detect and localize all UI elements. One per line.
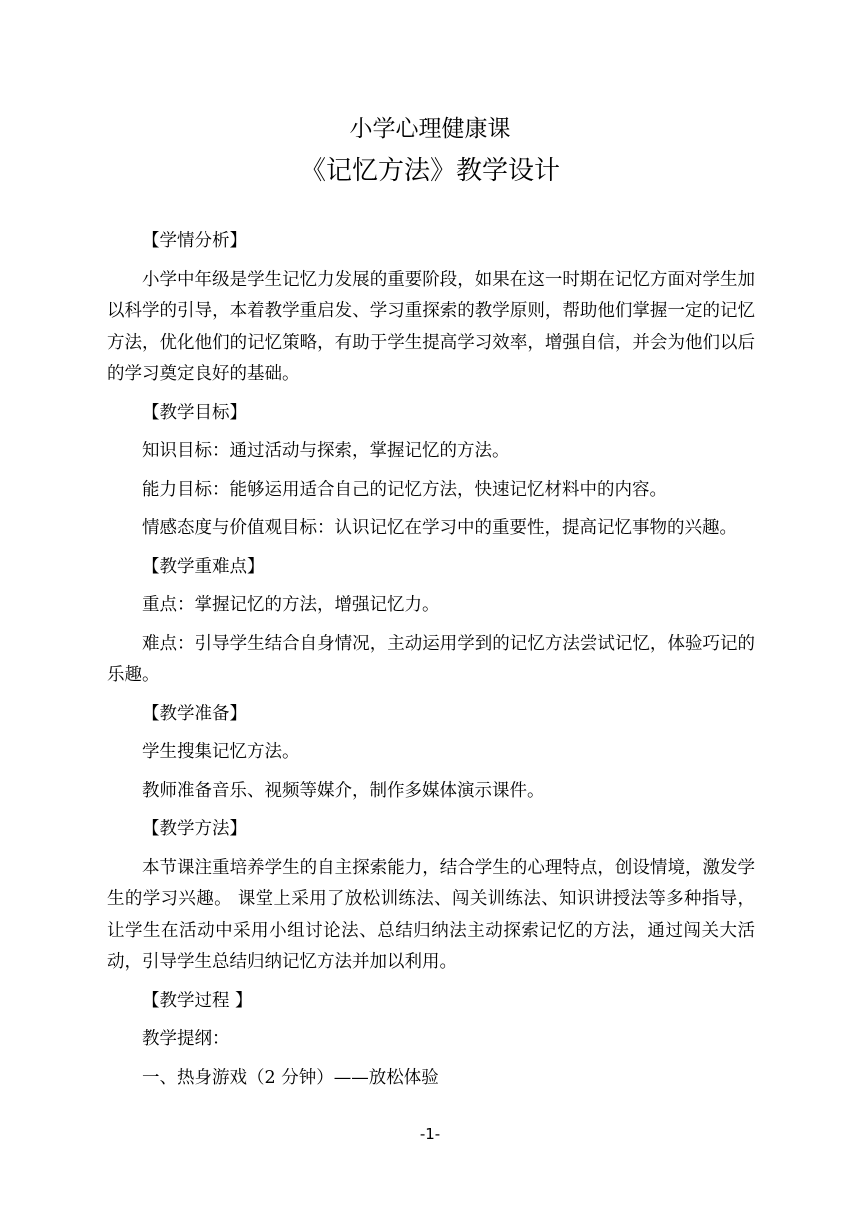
paragraph-knowledge-goal: 知识目标：通过活动与探索，掌握记忆的方法。 — [142, 441, 510, 461]
document-body — [107, 226, 755, 1101]
section-heading-student-analysis: 【学情分析】 — [142, 231, 247, 251]
document-title-line2: 《记忆方法》教学设计 — [299, 156, 560, 186]
section-heading-preparation: 【教学准备】 — [142, 703, 247, 724]
paragraph-attitude-goal: 情感态度与价值观目标：认识记忆在学习中的重要性，提高记忆事物的兴趣。 — [142, 518, 737, 538]
paragraph-student-preparation: 学生搜集记忆方法。 — [142, 742, 300, 762]
section-heading-teaching-goals: 【教学目标】 — [142, 402, 247, 423]
paragraph-teacher-preparation: 教师准备音乐、视频等媒介，制作多媒体演示课件。 — [142, 780, 545, 801]
document-title-line1: 小学心理健康课 — [349, 116, 511, 142]
section-heading-teaching-methods: 【教学方法】 — [142, 819, 247, 839]
paragraph-difficult-point: 难点：引导学生结合自身情况，主动运用学到的记忆方法尝试记忆，体验巧记的乐趣。 — [107, 633, 755, 685]
section-heading-key-points: 【教学重难点】 — [142, 556, 265, 577]
paragraph-outline-item-1: 一、热身游戏（2 分钟）——放松体验 — [142, 1067, 439, 1088]
paragraph-student-analysis: 小学中年级是学生记忆力发展的重要阶段，如果在这一时期在记忆方面对学生加以科学的引导，本着教学重启发、学习重探索的教学原则，帮助他们掌握一定的记忆方法，优化他们的记忆策略，有助于学生提高学习效率，增强自信，并会为他们以后的学习奠定良好的基础。 — [107, 269, 755, 384]
paragraph-outline-label: 教学提纲： — [142, 1029, 230, 1049]
page-number: -1- — [419, 1125, 441, 1143]
paragraph-key-point: 重点：掌握记忆的方法，增强记忆力。 — [142, 595, 440, 615]
section-heading-teaching-process: 【教学过程 】 — [142, 990, 253, 1011]
paragraph-teaching-methods: 本节课注重培养学生的自主探索能力，结合学生的心理特点，创设情境，激发学生的学习兴趣。 课堂上采用了放松训练法、闯关训练法、知识讲授法等多种指导，让学生在活动中采用小组讨论法、总结归纳法主动探索记忆的方法，通过闯关大活动，引导学生总结归纳记忆方法并加以利用。 — [107, 857, 755, 972]
paragraph-ability-goal: 能力目标：能够运用适合自己的记忆方法，快速记忆材料中的内容。 — [142, 479, 667, 500]
